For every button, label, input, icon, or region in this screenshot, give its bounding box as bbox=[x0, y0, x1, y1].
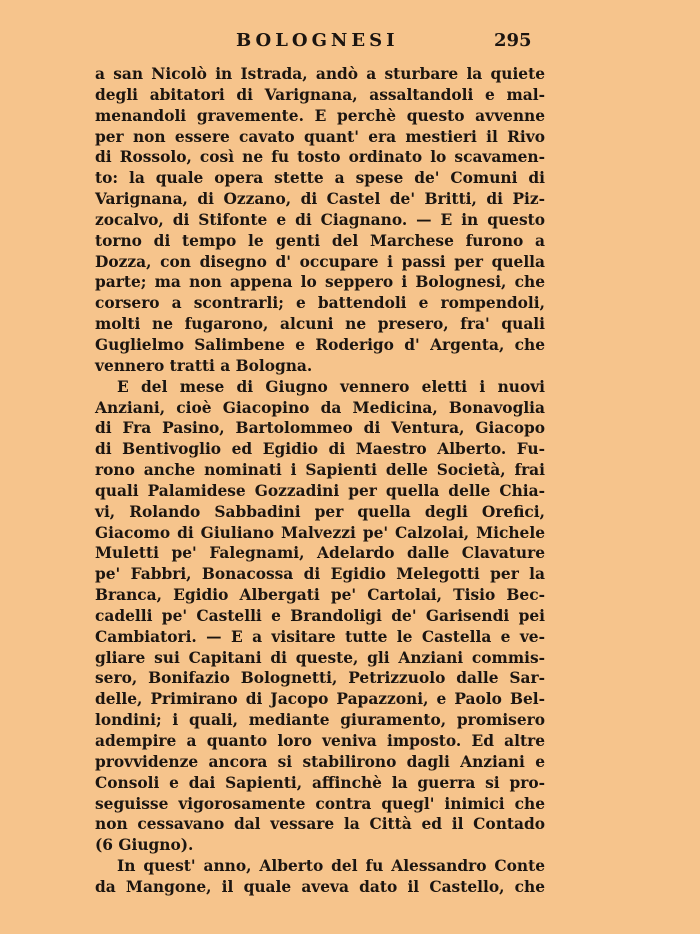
text-line: Giacomo di Giuliano Malvezzi pe' Calzolai, Michele bbox=[95, 523, 545, 542]
text-line: di Fra Pasino, Bartolommeo di Ventura, Giacopo bbox=[95, 419, 545, 438]
text-line: da Mangone, il quale aveva dato il Castello, che bbox=[95, 877, 545, 896]
text-line: menandoli gravemente. E perchè questo avvenne bbox=[95, 106, 545, 125]
page-number: 295 bbox=[494, 30, 532, 51]
text-line: Cambiatori. — E a visitare tutte le Castella e ve- bbox=[95, 627, 545, 646]
text-line: vennero tratti a Bologna. bbox=[95, 356, 313, 375]
text-line: Muletti pe' Falegnami, Adelardo dalle Clavature bbox=[95, 544, 545, 563]
text-line: quali Palamidese Gozzadini per quella delle Chia- bbox=[95, 481, 545, 500]
text-line: provvidenze ancora si stabilirono dagli Anziani e bbox=[95, 752, 545, 771]
text-line: parte; ma non appena lo seppero i Bolognesi, che bbox=[95, 273, 545, 292]
text-line: adempire a quanto loro veniva imposto. Ed altre bbox=[95, 732, 545, 750]
text-line: rono anche nominati i Sapienti delle Società, frai bbox=[95, 461, 545, 480]
text-line: vi, Rolando Sabbadini per quella degli Orefici, bbox=[95, 502, 545, 521]
text-line: torno di tempo le genti del Marchese furono a bbox=[95, 231, 545, 250]
text-line: di Bentivoglio ed Egidio di Maestro Alberto. Fu- bbox=[95, 440, 545, 459]
text-line: Guglielmo Salimbene e Roderigo d' Argenta, che bbox=[95, 335, 545, 354]
paragraph-first-line: E del mese di Giugno vennero eletti i nuovi bbox=[117, 377, 545, 396]
text-line: to: la quale opera stette a spese de' Comuni di bbox=[95, 169, 545, 188]
text-line: Varignana, di Ozzano, di Castel de' Britti, di Piz- bbox=[95, 190, 545, 209]
text-line: Branca, Egidio Albergati pe' Cartolai, Tisio Bec- bbox=[95, 586, 545, 605]
text-line: di Rossolo, così ne fu tosto ordinato lo scavamen- bbox=[95, 148, 545, 167]
text-line: non cessavano dal vessare la Città ed il Contado bbox=[95, 815, 545, 834]
text-line: molti ne fugarono, alcuni ne presero, fra' quali bbox=[95, 315, 545, 334]
body-text bbox=[95, 64, 545, 898]
text-line: zocalvo, di Stifonte e di Ciagnano. — E in questo bbox=[95, 210, 545, 229]
text-line: Consoli e dai Sapienti, affinchè la guerra si pro- bbox=[95, 773, 545, 792]
text-line: a san Nicolò in Istrada, andò a sturbare la quiete bbox=[95, 65, 545, 83]
running-title: BOLOGNESI bbox=[236, 30, 399, 51]
text-line: delle, Primirano di Jacopo Papazzoni, e Paolo Bel- bbox=[95, 690, 545, 709]
text-line: sero, Bonifazio Bolognetti, Petrizzuolo dalle Sar- bbox=[95, 669, 545, 688]
running-head bbox=[0, 30, 700, 56]
text-line: corsero a scontrarli; e battendoli e rompendoli, bbox=[95, 294, 545, 313]
text-line: gliare sui Capitani di queste, gli Anziani commis- bbox=[95, 648, 545, 667]
text-line: (6 Giugno). bbox=[95, 836, 194, 855]
text-line: cadelli pe' Castelli e Brandoligi de' Garisendi pei bbox=[95, 606, 545, 625]
text-line: degli abitatori di Varignana, assaltandoli e mal- bbox=[95, 85, 545, 104]
paragraph-first-line: In quest' anno, Alberto del fu Alessandro Conte bbox=[117, 857, 545, 876]
text-line: per non essere cavato quant' era mestieri il Rivo bbox=[95, 127, 545, 146]
text-line: Anziani, cioè Giacopino da Medicina, Bonavoglia bbox=[95, 398, 545, 417]
text-line: Dozza, con disegno d' occupare i passi per quella bbox=[95, 252, 545, 271]
text-line: pe' Fabbri, Bonacossa di Egidio Melegotti per la bbox=[95, 565, 545, 584]
text-line: seguisse vigorosamente contra quegl' inimici che bbox=[95, 794, 545, 813]
text-line: londini; i quali, mediante giuramento, promisero bbox=[95, 711, 545, 730]
